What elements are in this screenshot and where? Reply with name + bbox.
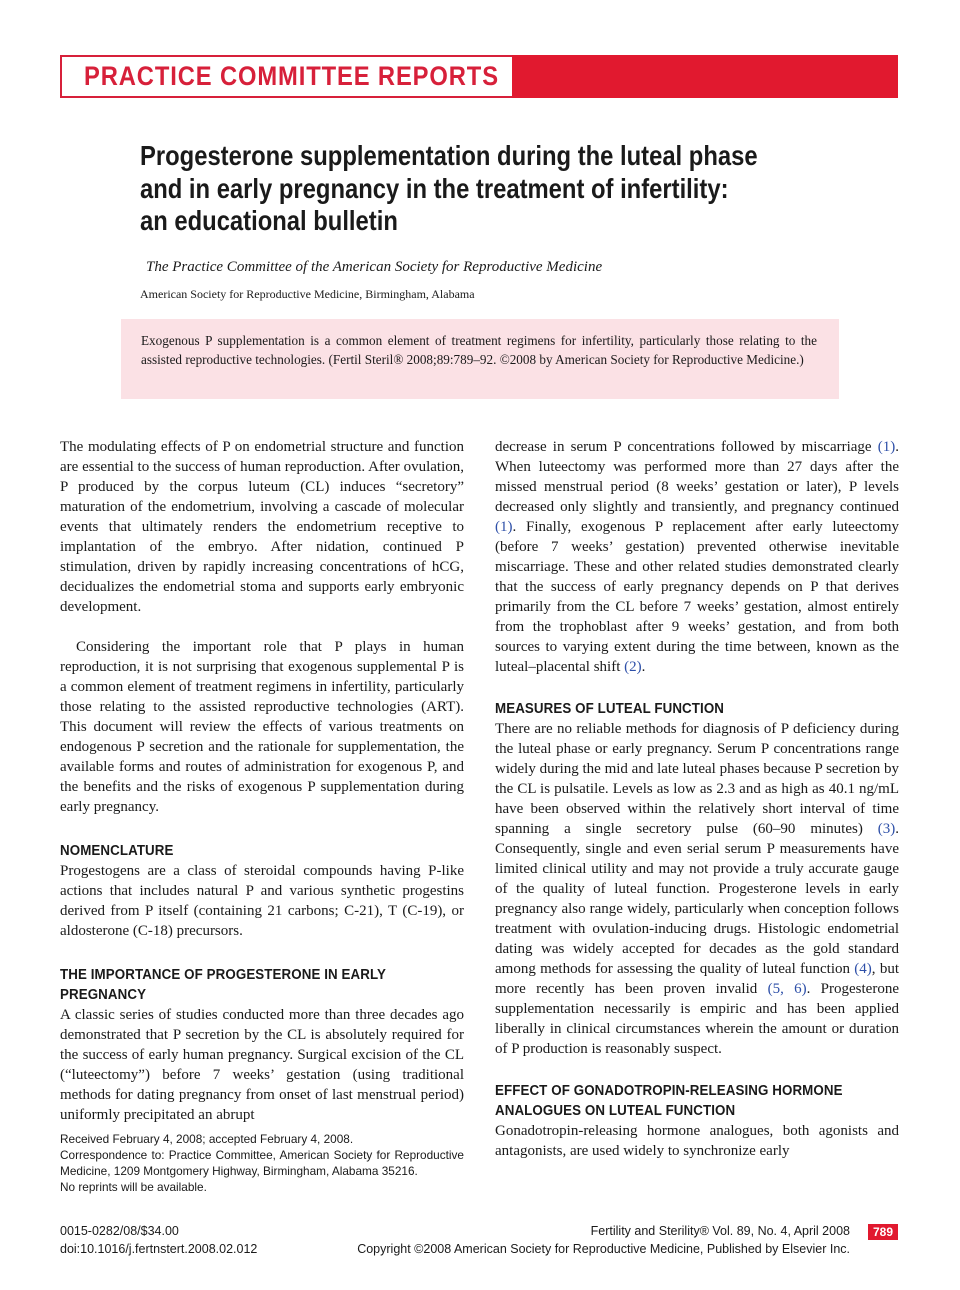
text-run: . bbox=[641, 659, 646, 675]
heading-line: THE IMPORTANCE OF PROGESTERONE IN EARLY bbox=[60, 967, 387, 983]
section-banner-fill bbox=[512, 55, 898, 98]
reference-link[interactable]: (2) bbox=[624, 659, 642, 675]
journal-citation: Fertility and Sterility® Vol. 89, No. 4, April 2008 bbox=[590, 1224, 850, 1238]
left-column bbox=[60, 437, 464, 1125]
abstract-text: Exogenous P supplementation is a common element of treatment regimens for infertility, particularly those relating to the assisted reproductive technologies. (Fertil Steril® 2008;89:789–92. ©2008 by American Society for Reproductive Medicine.) bbox=[141, 333, 817, 367]
title-line: an educational bulletin bbox=[140, 205, 398, 236]
copyright: Copyright ©2008 American Society for Reproductive Medicine, Published by Elsevier Inc. bbox=[357, 1242, 850, 1256]
heading-line: EFFECT OF GONADOTROPIN-RELEASING HORMONE bbox=[495, 1083, 843, 1099]
reprints-note: No reprints will be available. bbox=[60, 1180, 207, 1194]
paragraph: Progestogens are a class of steroidal compounds having P-like actions that includes natural P and various synthetic progestins derived from P itself (containing 21 carbons; C-21), T (C-19), or aldosterone (C-18) precursors. bbox=[60, 863, 464, 939]
text-run: . Progesterone supplementation necessarily is empiric and has been applied liberally in clinical circumstances wherein the amount or duration of P production is reasonably suspect. bbox=[495, 981, 899, 1057]
heading-line: NOMENCLATURE bbox=[60, 843, 174, 859]
reference-link[interactable]: (5, 6) bbox=[767, 981, 807, 997]
reference-link[interactable]: (3) bbox=[877, 821, 896, 837]
footnotes bbox=[60, 1131, 464, 1195]
doi: doi:10.1016/j.fertnstert.2008.02.012 bbox=[60, 1242, 258, 1256]
paragraph: The modulating effects of P on endometrial structure and function are essential to the success of human reproduction. After ovulation, P produced by the corpus luteum (CL) induces “secretory” maturation of the endometrium, involving a cascade of molecular events that ultimately renders the endometrium receptive to implantation of the embryo. After nidation, continued P stimulation, driven by rapidly increasing concentrations of hCG, decidualizes the endometrial stoma and supports early embryonic development. bbox=[60, 439, 464, 615]
paragraph bbox=[495, 437, 899, 677]
article-title bbox=[140, 140, 840, 238]
correspondence-note: Correspondence to: Practice Committee, American Society for Reproductive Medicine, 1209 Montgomery Highway, Birmingham, Alabama 35216. bbox=[60, 1148, 464, 1178]
right-column bbox=[495, 437, 899, 1161]
heading-line: PREGNANCY bbox=[60, 987, 147, 1003]
paragraph bbox=[495, 719, 899, 1059]
reference-link[interactable]: (1) bbox=[495, 519, 513, 535]
heading-line: MEASURES OF LUTEAL FUNCTION bbox=[495, 701, 725, 717]
section-heading-nomenclature bbox=[60, 841, 464, 861]
heading-line: ANALOGUES ON LUTEAL FUNCTION bbox=[495, 1103, 736, 1119]
text-run: There are no reliable methods for diagnosis of P deficiency during the luteal phase or early pregnancy. Serum P concentrations range widely during the mid and late luteal phases because P secretion by the CL is pulsatile. Levels as low as 2.3 and as high as 40.1 ng/mL have been observed within the relatively short interval of time spanning a single secretory pulse (60–90 minutes) bbox=[495, 721, 899, 837]
text-run: . Consequently, single and even serial serum P measurements have limited clinical utility and may not provide a truly accurate gauge of the quality of luteal function. Progesterone levels in early pregnancy also range widely, particularly when conception follows treatment with ovulation-inducing drugs. Histologic endometrial dating was widely accepted for decades as the gold standard among methods for assessing the quality of luteal function bbox=[495, 821, 899, 977]
title-line: Progesterone supplementation during the luteal phase bbox=[140, 140, 758, 171]
paragraph: A classic series of studies conducted more than three decades ago demonstrated that P secretion by the CL is absolutely required for the success of early human pregnancy. Surgical excision of the CL (“luteectomy”) before 7 weeks’ gestation (using traditional methods for dating pregnancy from onset of last menstrual period) uniformly precipitated an abrupt bbox=[60, 1007, 464, 1123]
section-heading-importance bbox=[60, 965, 464, 1005]
section-heading-gnrh bbox=[495, 1081, 899, 1121]
section-label: PRACTICE COMMITTEE REPORTS bbox=[84, 61, 499, 91]
title-line: and in early pregnancy in the treatment of infertility: bbox=[140, 172, 729, 204]
text-run: , but more recently has been proven invalid bbox=[495, 961, 899, 997]
received-note: Received February 4, 2008; accepted February 4, 2008. bbox=[60, 1132, 354, 1146]
section-heading-measures bbox=[495, 699, 899, 719]
authors: The Practice Committee of the American Society for Reproductive Medicine bbox=[146, 259, 603, 275]
reference-link[interactable]: (4) bbox=[854, 961, 872, 977]
affiliation: American Society for Reproductive Medicine, Birmingham, Alabama bbox=[140, 287, 475, 301]
issn: 0015-0282/08/$34.00 bbox=[60, 1224, 179, 1238]
paragraph: Gonadotropin-releasing hormone analogues, both agonists and antagonists, are used widely to synchronize early bbox=[495, 1123, 899, 1159]
abstract-box bbox=[121, 319, 839, 399]
section-banner bbox=[60, 55, 898, 98]
text-run: . Finally, exogenous P replacement after early luteectomy (before 7 weeks’ gestation) prevented otherwise inevitable miscarriage. These and other related studies demonstrated clearly that the success of early pregnancy depends on P that derives primarily from the CL before 7 weeks’ gestation, almost entirely from the trophoblast after 9 weeks’ gestation, and from both sources to varying extent during the time between, known as the luteal–placental shift bbox=[495, 519, 899, 675]
paragraph: Considering the important role that P plays in human reproduction, it is not surprising that exogenous supplemental P is a common element of treatment regimens in infertility, particularly those relating to the assisted reproductive technologies (ART). This document will review the effects of various treatments on endogenous P secretion and the rationale for supplementation, the available forms and routes of administration for exogenous P, and the benefits and the risks of exogenous P supplementation during early pregnancy. bbox=[60, 639, 464, 815]
page-footer bbox=[60, 1222, 898, 1262]
text-run: . When luteectomy was performed more than 27 days after the missed menstrual period (8 weeks’ gestation or later), P levels decreased only slightly and transiently, and pregnancy continued bbox=[495, 439, 899, 515]
page-number: 789 bbox=[868, 1224, 898, 1240]
text-run: decrease in serum P concentrations followed by miscarriage bbox=[495, 439, 878, 455]
reference-link[interactable]: (1) bbox=[877, 439, 896, 455]
section-banner-box bbox=[60, 55, 514, 98]
